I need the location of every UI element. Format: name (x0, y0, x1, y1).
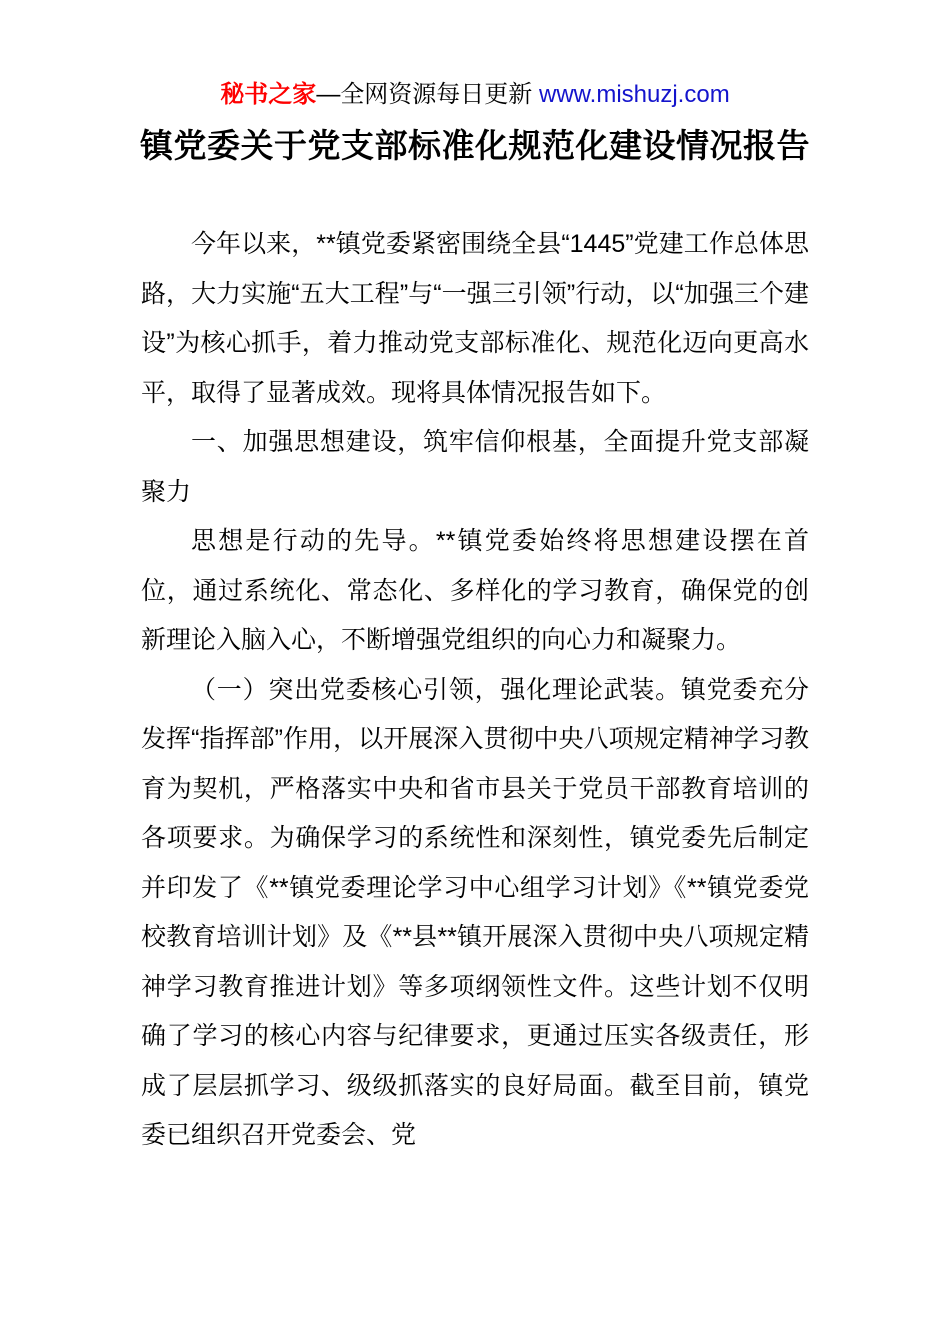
paragraph: （一）突出党委核心引领，强化理论武装。镇党委充分发挥“指挥部”作用，以开展深入贯彻中央八项规定精神学习教育为契机，严格落实中央和省市县关于党员干部教育培训的各项要求。为确保学习的系统性和深刻性，镇党委先后制定并印发了《**镇党委理论学习中心组学习计划》《**镇党委党校教育培训计划》及《**县**镇开展深入贯彻中央八项规定精神学习教育推进计划》等多项纲领性文件。这些计划不仅明确了学习的核心内容与纪律要求，更通过压实各级责任，形成了层层抓学习、级级抓落实的良好局面。截至目前，镇党委已组织召开党委会、党 (141, 675, 809, 1149)
site-watermark (0, 0, 950, 110)
section-heading: 一、加强思想建设，筑牢信仰根基，全面提升党支部凝聚力 (141, 428, 809, 506)
paragraph-intro: 今年以来，**镇党委紧密围绕全县“1445”党建工作总体思路，大力实施“五大工程”与“一强三引领”行动，以“加强三个建设”为核心抓手，着力推动党支部标准化、规范化迈向更高水平，取得了显著成效。现将具体情况报告如下。 (141, 230, 809, 407)
paragraph: 思想是行动的先导。**镇党委始终将思想建设摆在首位，通过系统化、常态化、多样化的学习教育，确保党的创新理论入脑入心，不断增强党组织的向心力和凝聚力。 (141, 527, 809, 654)
document-body (141, 220, 809, 1161)
site-brand: 秘书之家 (220, 81, 317, 108)
site-tagline: —全网资源每日更新 (316, 81, 539, 108)
site-url[interactable]: www.mishuzj.com (538, 81, 730, 108)
document-title: 镇党委关于党支部标准化规范化建设情况报告 (140, 127, 810, 164)
